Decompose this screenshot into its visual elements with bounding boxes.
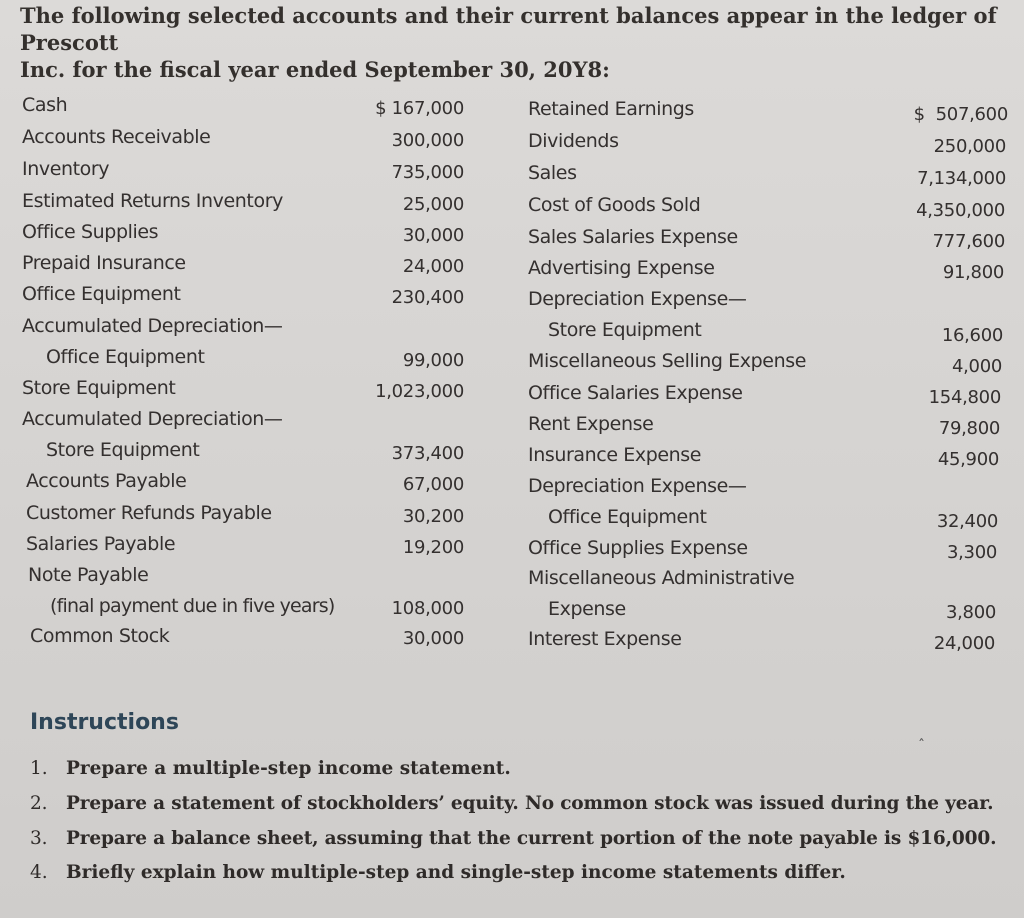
account-value: 67,000 (402, 474, 464, 495)
account-value: 4,000 (951, 356, 1002, 377)
account-label: (final payment due in five years) (50, 595, 335, 617)
account-value: 19,200 (402, 537, 464, 558)
account-value: 30,000 (402, 225, 464, 246)
instruction-text: Prepare a multiple-step income statement. (66, 758, 511, 779)
instruction-item-1 (30, 758, 511, 779)
instruction-item-4 (30, 862, 846, 883)
account-label: Office Supplies Expense (528, 537, 748, 559)
account-value: $ 167,000 (375, 98, 464, 119)
account-label: Store Equipment (548, 319, 702, 341)
account-label: Office Supplies (22, 221, 159, 243)
account-value: $ 507,600 (913, 104, 1008, 125)
account-label: Office Equipment (22, 283, 181, 305)
account-value: 230,400 (391, 287, 464, 308)
account-label: Inventory (22, 158, 110, 180)
account-value: 79,800 (938, 418, 1000, 439)
account-value: 108,000 (391, 598, 464, 619)
account-label: Accounts Receivable (22, 126, 211, 148)
account-value: 373,400 (391, 443, 464, 464)
instruction-item-2 (30, 793, 993, 814)
account-label: Dividends (528, 130, 619, 152)
instruction-number: 4. (30, 862, 48, 883)
account-label: Office Equipment (46, 346, 205, 368)
account-label: Estimated Returns Inventory (22, 190, 283, 212)
account-value: 30,000 (402, 628, 464, 649)
problem-intro (20, 2, 1020, 83)
instruction-item-3 (30, 828, 996, 849)
account-value: 250,000 (933, 136, 1006, 157)
account-label: Expense (548, 598, 626, 620)
intro-line-2: Inc. for the fiscal year ended September 30, 20Y8: (20, 57, 610, 82)
account-label: Common Stock (30, 625, 170, 647)
account-value: 32,400 (936, 511, 998, 532)
account-label: Depreciation Expense— (528, 475, 747, 497)
account-value: 735,000 (391, 162, 464, 183)
right-accounts-list (528, 98, 828, 658)
account-label: Cash (22, 94, 68, 116)
account-value: 4,350,000 (916, 200, 1005, 221)
account-value: 30,200 (402, 506, 464, 527)
instruction-text: Prepare a statement of stockholders’ equity. No common stock was issued during the year. (66, 793, 994, 814)
account-label: Accounts Payable (26, 470, 187, 492)
account-label: Miscellaneous Selling Expense (528, 350, 807, 372)
instruction-text: Prepare a balance sheet, assuming that the current portion of the note payable is $16,000. (66, 828, 997, 849)
account-value: 3,300 (946, 542, 997, 563)
account-value: 24,000 (933, 633, 995, 654)
account-label: Salaries Payable (26, 533, 176, 555)
account-value: 154,800 (928, 387, 1001, 408)
account-label: Rent Expense (528, 413, 654, 435)
account-label: Retained Earnings (528, 98, 694, 120)
account-label: Advertising Expense (528, 257, 715, 279)
account-label: Sales Salaries Expense (528, 226, 738, 248)
account-label: Interest Expense (528, 628, 682, 650)
account-value: 99,000 (402, 350, 464, 371)
account-value: 16,600 (941, 325, 1003, 346)
instruction-number: 1. (30, 758, 48, 779)
account-value: 777,600 (932, 231, 1005, 252)
account-label: Cost of Goods Sold (528, 194, 701, 216)
account-value: 24,000 (402, 256, 464, 277)
account-label: Customer Refunds Payable (26, 502, 272, 524)
account-value: 91,800 (942, 262, 1004, 283)
account-value: 3,800 (945, 602, 996, 623)
account-value: 7,134,000 (917, 168, 1006, 189)
account-label: Sales (528, 162, 577, 184)
account-value: 45,900 (937, 449, 999, 470)
caret-mark-icon: ˆ (918, 738, 925, 754)
account-label: Miscellaneous Administrative (528, 567, 795, 589)
instructions-heading: Instructions (30, 710, 179, 735)
account-value: 25,000 (402, 194, 464, 215)
account-label: Note Payable (28, 564, 149, 586)
instruction-number: 3. (30, 828, 48, 849)
account-label: Insurance Expense (528, 444, 702, 466)
intro-line-1: The following selected accounts and their current balances appear in the ledger of Prescott (20, 3, 997, 55)
instruction-text: Briefly explain how multiple-step and single-step income statements differ. (66, 862, 846, 883)
instruction-number: 2. (30, 793, 48, 814)
account-label: Accumulated Depreciation— (22, 315, 283, 337)
account-label: Depreciation Expense— (528, 288, 747, 310)
account-label: Store Equipment (46, 439, 200, 461)
account-value: 1,023,000 (375, 381, 464, 402)
account-label: Prepaid Insurance (22, 252, 186, 274)
account-label: Accumulated Depreciation— (22, 408, 283, 430)
account-label: Office Equipment (548, 506, 707, 528)
account-label: Office Salaries Expense (528, 382, 743, 404)
account-label: Store Equipment (22, 377, 176, 399)
account-value: 300,000 (391, 130, 464, 151)
